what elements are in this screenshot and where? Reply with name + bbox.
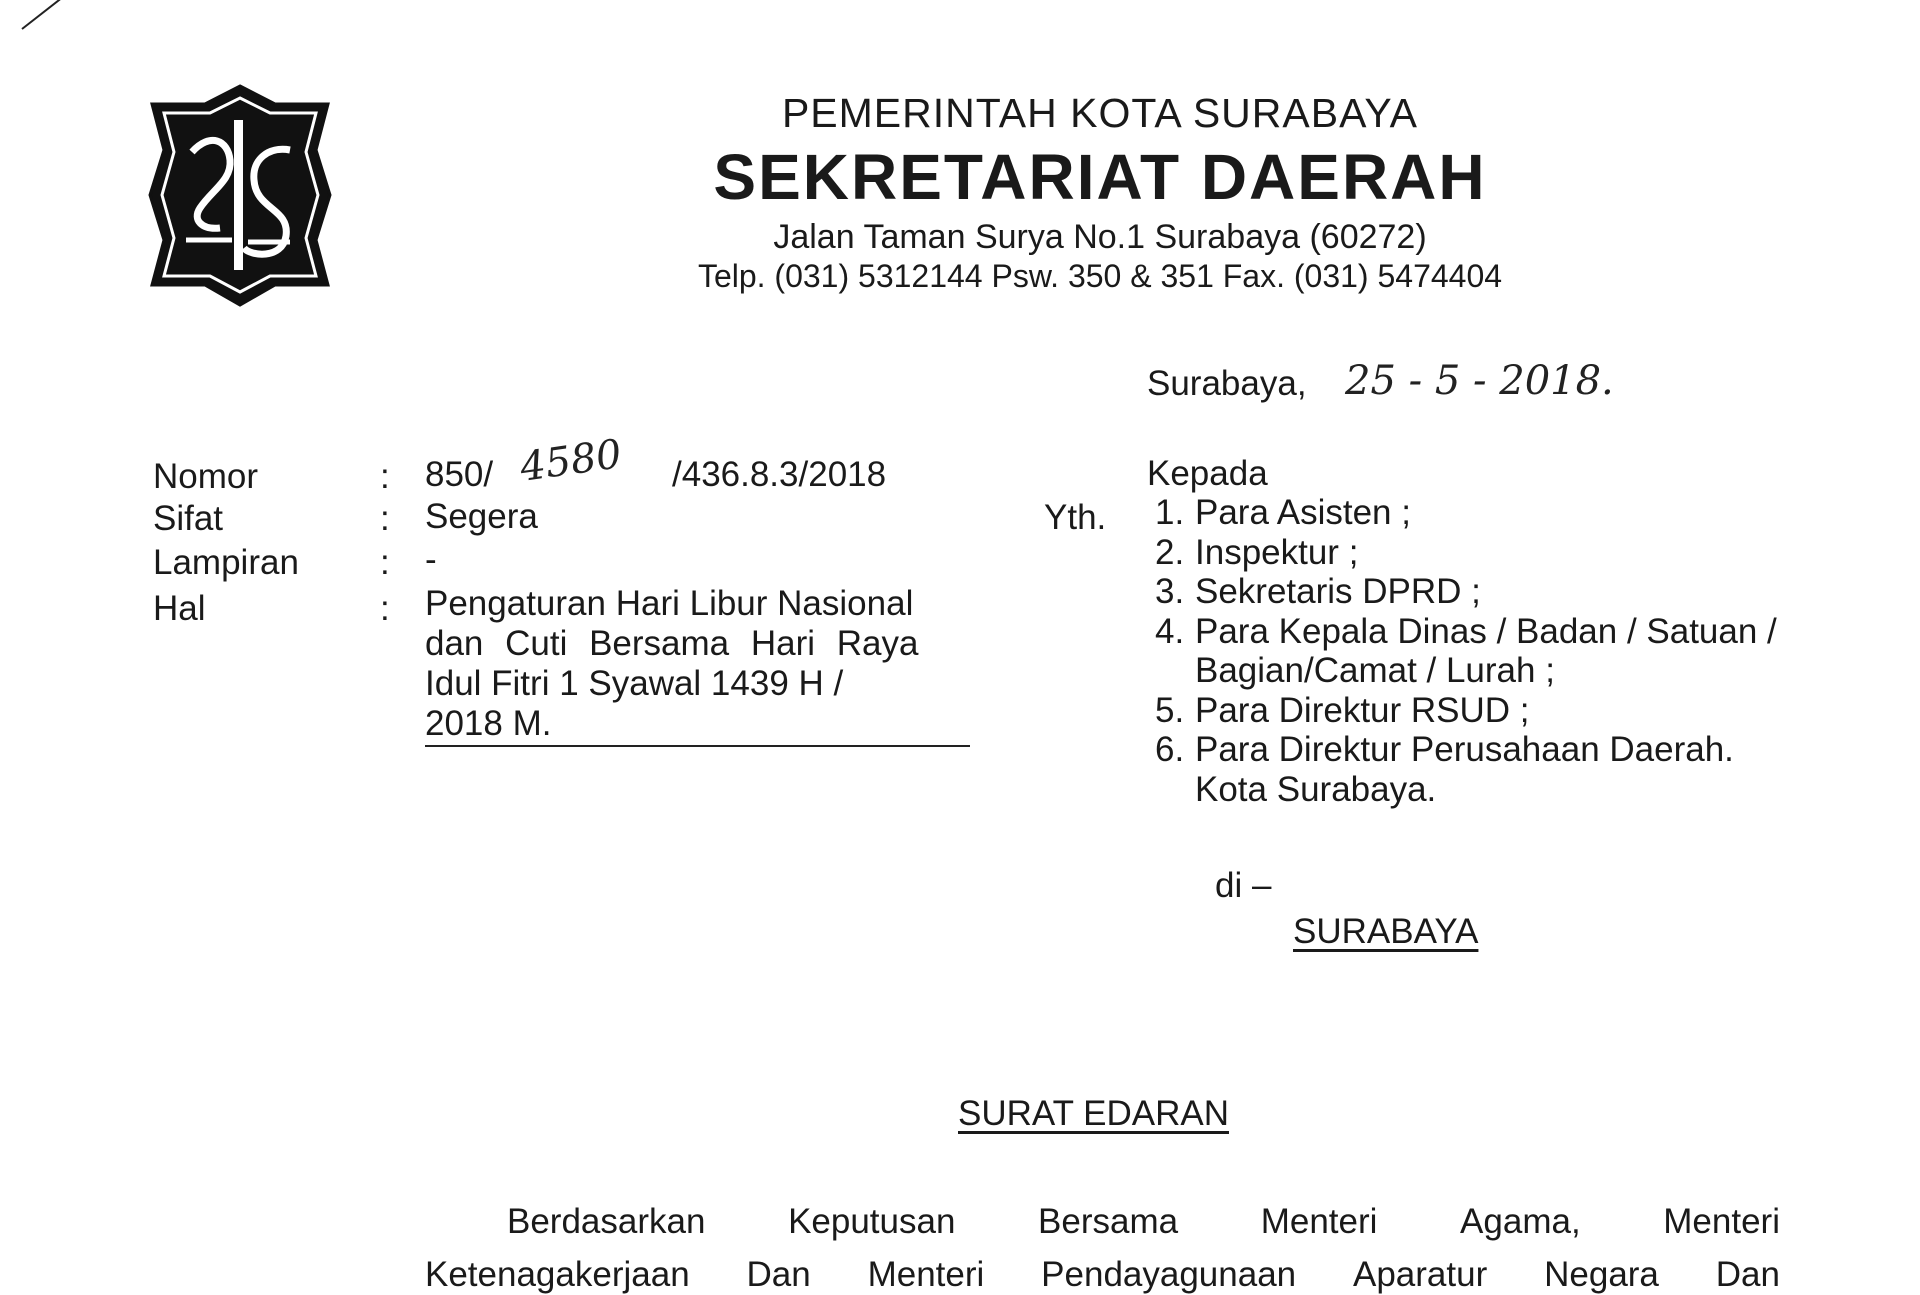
hal-line: 2018 M.	[425, 704, 552, 743]
recipient-text: Para Kepala Dinas / Badan / Satuan /	[1195, 611, 1777, 651]
hal-label: Hal	[153, 589, 206, 628]
lampiran-colon: :	[380, 543, 390, 582]
recipient-text: Para Asisten ;	[1195, 493, 1411, 532]
recipient-num: 3.	[1155, 572, 1185, 611]
body-word: Dan	[1715, 1255, 1780, 1294]
hal-line: Idul Fitri 1 Syawal 1439 H /	[425, 664, 844, 703]
nomor-prefix: 850/	[425, 455, 494, 494]
lampiran-value: -	[425, 540, 437, 579]
body-word: Menteri	[1260, 1202, 1378, 1241]
recipient-text: Sekretaris DPRD ;	[1195, 572, 1481, 611]
recipient-item	[1155, 612, 1777, 652]
recipient-item	[1155, 651, 1777, 691]
recipient-text: Para Direktur Perusahaan Daerah.	[1195, 730, 1734, 769]
recipient-num: 5.	[1155, 690, 1185, 730]
yth-label: Yth.	[1044, 498, 1107, 537]
letterhead-government: PEMERINTAH KOTA SURABAYA	[781, 90, 1419, 136]
body-word: Aparatur	[1353, 1255, 1488, 1294]
sifat-label: Sifat	[153, 499, 224, 538]
letterhead-address: Jalan Taman Surya No.1 Surabaya (60272)	[773, 218, 1427, 256]
body-word: Berdasarkan	[507, 1202, 706, 1241]
nomor-colon: :	[380, 457, 390, 496]
recipient-text: Kota Surabaya.	[1195, 769, 1437, 809]
kepada-label: Kepada	[1147, 454, 1268, 493]
sifat-colon: :	[380, 499, 390, 538]
body-word: Menteri	[867, 1255, 985, 1294]
recipient-num: 2.	[1155, 532, 1185, 572]
nomor-handwritten: 4580	[517, 431, 625, 491]
recipient-num: 1.	[1155, 493, 1185, 532]
recipient-item	[1155, 691, 1777, 731]
nomor-label: Nomor	[153, 457, 259, 496]
recipient-num: 6.	[1155, 730, 1185, 769]
body-word: Dan	[746, 1255, 811, 1294]
hal-value	[425, 584, 965, 744]
recipient-city: SURABAYA	[1293, 912, 1479, 951]
hal-line: dan Cuti Bersama Hari Raya	[425, 624, 919, 663]
document-title: SURAT EDARAN	[958, 1094, 1229, 1133]
recipient-text: Inspektur ;	[1195, 532, 1359, 572]
di-label: di –	[1215, 866, 1272, 905]
recipient-item	[1155, 770, 1777, 810]
hal-underline	[425, 745, 970, 747]
body-line-1	[425, 1202, 1780, 1242]
recipient-item	[1155, 730, 1777, 770]
body-word: Ketenagakerjaan	[425, 1255, 690, 1294]
scan-artifact-line	[21, 0, 85, 30]
recipient-num: 4.	[1155, 611, 1185, 651]
recipient-text: Bagian/Camat / Lurah ;	[1195, 651, 1555, 690]
body-word: Agama,	[1460, 1202, 1581, 1241]
recipient-item	[1155, 533, 1777, 573]
recipient-list	[1155, 493, 1777, 809]
hal-colon: :	[380, 589, 390, 628]
body-word: Keputusan	[788, 1202, 956, 1241]
body-line-2	[425, 1255, 1780, 1295]
hal-line: Pengaturan Hari Libur Nasional	[425, 584, 914, 623]
body-word: Menteri	[1663, 1202, 1780, 1241]
recipient-item	[1155, 493, 1777, 533]
body-word: Bersama	[1038, 1202, 1179, 1241]
lampiran-label: Lampiran	[153, 543, 299, 582]
city-emblem-icon	[140, 80, 340, 310]
letterhead-department: SEKRETARIAT DAERAH	[713, 141, 1487, 213]
place-city: Surabaya,	[1147, 364, 1307, 403]
body-word: Pendayagunaan	[1041, 1255, 1297, 1294]
nomor-suffix: /436.8.3/2018	[672, 455, 887, 494]
sifat-value: Segera	[425, 497, 538, 536]
date-handwritten: 25 - 5 - 2018.	[1345, 358, 1614, 404]
recipient-item	[1155, 572, 1777, 612]
recipient-text: Para Direktur RSUD ;	[1195, 690, 1530, 730]
letterhead-contact: Telp. (031) 5312144 Psw. 350 & 351 Fax. (031) 5474404	[697, 258, 1503, 294]
body-word: Negara	[1544, 1255, 1659, 1294]
